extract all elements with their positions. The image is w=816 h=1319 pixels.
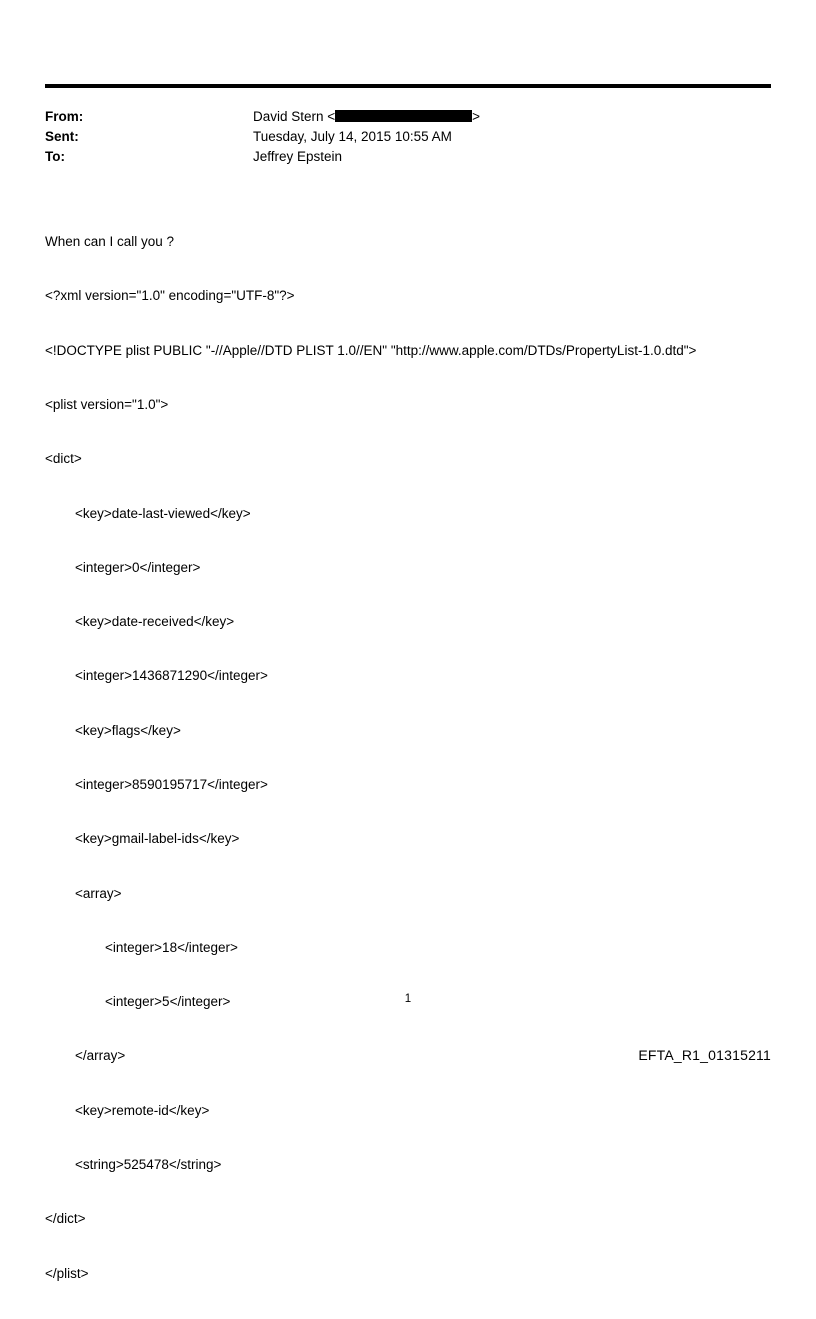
from-closing-bracket: > — [472, 109, 481, 124]
body-line: </plist> — [45, 1265, 89, 1281]
header-value-sent: Tuesday, July 14, 2015 10:55 AM — [253, 129, 452, 144]
header-value-from — [253, 107, 771, 127]
header-label-from: From: — [45, 109, 84, 124]
body-line: When can I call you ? — [45, 234, 175, 250]
email-header — [45, 107, 771, 167]
body-line: </array> — [45, 1048, 126, 1064]
body-line: <integer>8590195717</integer> — [45, 777, 268, 792]
email-body — [45, 197, 785, 1319]
redaction-bar — [335, 110, 472, 122]
header-label-sent: Sent: — [45, 129, 79, 144]
page-number: 1 — [404, 993, 412, 1005]
header-label-to: To: — [45, 149, 65, 164]
header-value-to: Jeffrey Epstein — [253, 149, 343, 164]
body-line: <array> — [45, 885, 122, 901]
body-line: <integer>18</integer> — [45, 939, 238, 955]
body-line: <key>remote-id</key> — [45, 1102, 210, 1118]
body-line: <integer>0</integer> — [45, 559, 201, 575]
body-line: <string>525478</string> — [45, 1156, 222, 1172]
body-line: <plist version="1.0"> — [45, 397, 169, 413]
header-row-sent — [45, 127, 771, 147]
body-line: <!DOCTYPE plist PUBLIC "-//Apple//DTD PLIST 1.0//EN" "http://www.apple.com/DTDs/PropertyList-1.0.dtd"> — [45, 342, 697, 358]
body-line: <integer>1436871290</integer> — [45, 668, 268, 684]
body-line: <key>gmail-label-ids</key> — [45, 831, 240, 847]
header-row-from — [45, 107, 771, 127]
bates-number: EFTA_R1_01315211 — [638, 1047, 771, 1063]
body-line: <dict> — [45, 451, 82, 467]
body-line: <key>flags</key> — [45, 722, 181, 738]
body-line: <key>date-received</key> — [45, 614, 235, 630]
body-line: <key>date-last-viewed</key> — [45, 505, 251, 521]
body-line: <integer>5</integer> — [45, 994, 231, 1010]
body-line: </dict> — [45, 1211, 86, 1227]
body-line: <?xml version="1.0" encoding="UTF-8"?> — [45, 288, 295, 304]
header-row-to — [45, 147, 771, 167]
from-name-text: David Stern < — [253, 109, 336, 124]
header-divider-rule — [45, 84, 771, 88]
